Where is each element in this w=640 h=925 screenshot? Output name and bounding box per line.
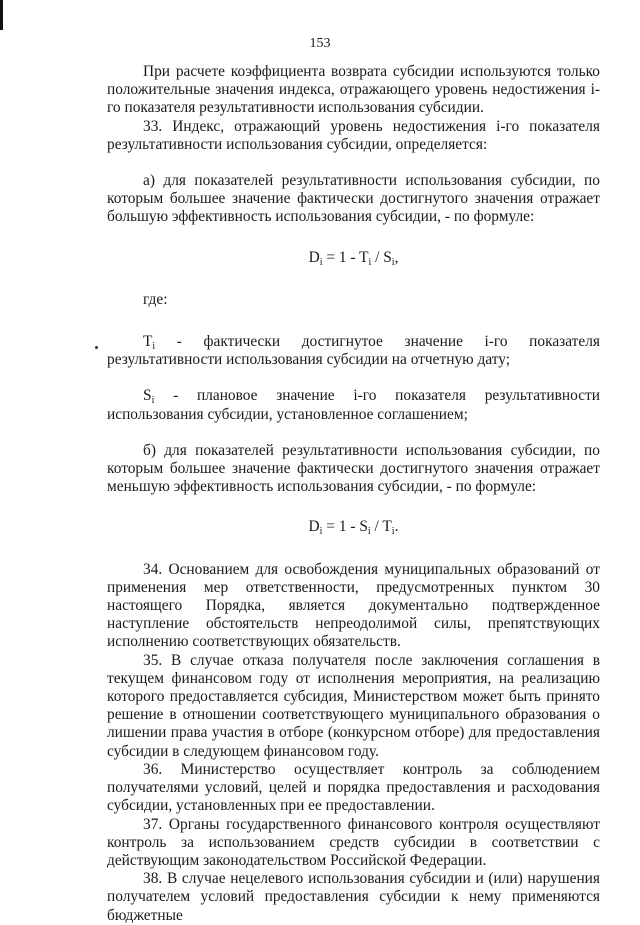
scan-speck [95, 346, 98, 349]
paragraph-33b: б) для показателей результативности использования субсидии, по которым большее значение фактически достигнутого значения отражает меньшую эффективность использования субсидии, - по формуле: [107, 441, 600, 496]
paragraph-33a: а) для показателей результативности использования субсидии, по которым большее значение фактически достигнутого значения отражает большую эффективность использования субсидии, - по формуле: [107, 172, 600, 226]
paragraph-38: 38. В случае нецелевого использования субсидии и (или) нарушения получателем условий предоставления субсидии к нему применяются бюджетные [107, 870, 600, 924]
formula-a: $D_i = 1 - T_i / S_i$, [308, 248, 399, 268]
paragraph-37: 37. Органы государственного финансового контроля осуществляют контроль за использованием средств субсидии в соответствии с действующим законодательством Российской Федерации. [107, 815, 600, 869]
paragraph-34: 34. Основанием для освобождения муниципальных образований от применения мер ответственности, предусмотренных пунктом 30 настоящего Порядка, является документально подтвержденное наступление обстоятельств непреодолимой силы, препятствующих исполнению соответствующих обязательств. [107, 560, 600, 651]
definition-s: $S_i$ - плановое значение i-го показателя результативности использования субсидии, установленное соглашением; [107, 387, 600, 423]
scan-edge-mark [0, 0, 3, 30]
definition-t: $T_i$ - фактически достигнутое значение i-го показателя результативности использования субсидии на отчетную дату; [107, 333, 600, 369]
paragraph-return-coefficient: При расчете коэффициента возврата субсидии используются только положительные значения индекса, отражающего уровень недостижения i-го показателя результативности использования субсидии. [107, 63, 600, 117]
paragraph-36: 36. Министерство осуществляет контроль за соблюдением получателями условий, целей и порядка предоставления и расходования субсидии, установленных при ее предоставлении. [107, 760, 600, 815]
document-body [107, 63, 600, 925]
paragraph-33: 33. Индекс, отражающий уровень недостижения i-го показателя результативности использования субсидии, определяется: [107, 117, 600, 153]
formula-b: $D_i = 1 - S_i / T_i$. [308, 518, 399, 538]
where-label: где: [143, 290, 168, 308]
page-number: 153 [309, 36, 331, 51]
paragraph-35: 35. В случае отказа получателя после заключения соглашения в текущем финансовом году от исполнения мероприятия, на реализацию которого предоставляется субсидия, Министерством может быть принято решение в отношении соответствующего муниципального образования о лишении права участия в отборе (конкурсном отборе) для предоставления субсидии в следующем финансовом году. [107, 651, 600, 760]
